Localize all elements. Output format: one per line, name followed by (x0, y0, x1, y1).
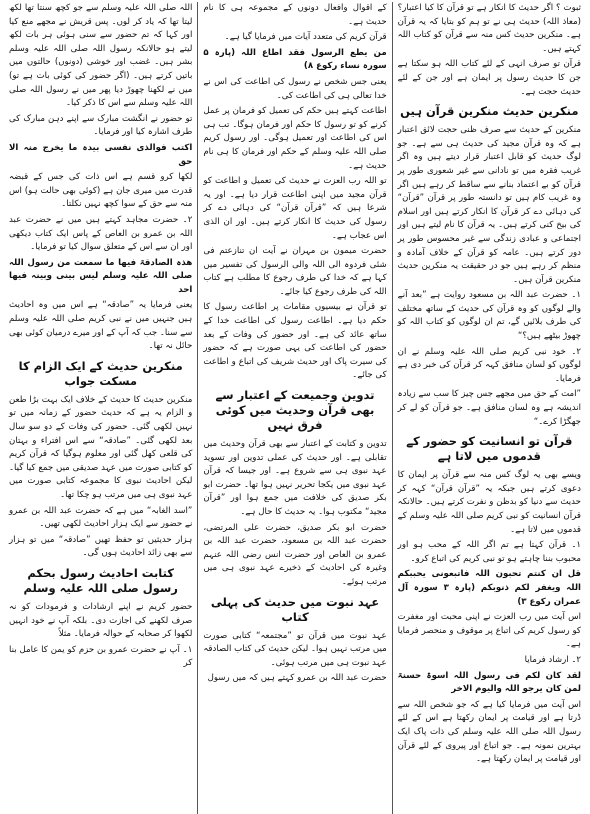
paragraph: یعنی جس شخص نے رسول کی اطاعت کی اس نے خدا تعالی ہی کی اطاعت کی۔ (203, 76, 387, 101)
quoted-verse: ھذہ الصادقۃ فیھا ما سمعت من رسول اللہ صلی اللہ علیہ وسلم لیس بینی وبینہ فیھا احد (9, 257, 193, 295)
section-heading: قرآن تو انسانیت کو حضور کے قدموں میں لاتا ہے (406, 434, 573, 464)
paragraph: ویسے بھی یہ لوگ کس منہ سے قرآن پر ایمان کا دعوی کرتے ہیں جبکہ یہ ”قرآن قرآن“ کہہ کر حدیث سے دنیا کو بدظن و نفرت کرتے ہیں۔ حالانکہ قرآن انسانیت کو نبی کریم صلی اللہ علیہ وسلم کے قدموں میں لاتا ہے۔ (397, 470, 581, 535)
paragraph: ثبوت ؟ اگر حدیث کا انکار ہے تو قرآن کا کیا اعتبار؟ (معاذ اللہ) حدیث ہی نے تو ہم کو بتایا کہ یہ قرآن ہے۔ منکرین حدیث کس منہ سے قرآن کو کتاب اللہ کہتے ہیں۔ (397, 3, 581, 54)
paragraph: اللہ صلی اللہ علیہ وسلم سے جو کچھ سنتا تھا لکھ لیتا تھا کہ یاد کر لوں۔ پس قریش نے مجھے منع کیا اور کہا کہ تم حضور سے سنی ہوئی ہر بات لکھ لیتے ہو حالانکہ رسول اللہ صلی اللہ علیہ وسلم بشر ہیں۔ غضب اور خوشی (دونوں) حالتوں میں باتیں کرتے ہیں۔ (اگر حضور کی کوئی بات ہے تو) میں نے لکھنا چھوڑ دیا پھر میں نے رسول اللہ صلی اللہ علیہ وسلم سے اس کا ذکر کیا۔ (9, 3, 193, 109)
paragraph: ۲۔ حضرت مجاہد کہتے ہیں میں نے حضرت عبد اللہ بن عمرو بن العاص کے پاس ایک کتاب دیکھی اور ان سے اس کے متعلق سوال کیا تو فرمایا۔ (9, 214, 193, 253)
paragraph: ۱۔ آپ نے حضرت عمرو بن حزم کو یمن کا عامل بنا کر (9, 644, 193, 669)
section-heading: منکرین حدیث منکرین قرآن ہیں (400, 104, 579, 119)
paragraph: ۲۔ خود نبی کریم صلی اللہ علیہ وسلم نے ان لوگوں کو لسان منافق کہہ کر قرآن کی خبر دی ہے فرمایا۔ (397, 346, 581, 384)
paragraph: اطاعت کہتے ہیں حکم کی تعمیل کو فرمان پر عمل کرنے کو تو رسول کا حکم اور فرمان ہوگا۔ تب ہی اس کی اطاعت اور تعمیل ہوگی۔ اور رسول کریم صلی اللہ علیہ وسلم کے حکم اور فرمان کا ہی نام حدیث ہے۔ (203, 106, 387, 171)
quoted-verse: قل ان کنتم تحبون اللہ فاتبعونی یحببکم اللہ ویغفر لکم ذنوبکم (پارہ ۳ سورہ آل عمران رکوع ۳) (397, 569, 581, 607)
paragraph: حضور کریم نے اپنے ارشادات و فرمودات کو نہ صرف لکھنے کی اجازت دی۔ بلکہ آپ نے خود انہیں لکھوا کر صحابہ کے حوالہ فرمایا۔ مثلاً (9, 601, 193, 640)
paragraph: ۱۔ قرآن کہتا ہے تم اگر اللہ کے محب ہو اور محبوب بننا چاہتے ہو تو نبی کریم کی اتباع کرو۔ (397, 540, 581, 564)
paragraph: تدوین و کتابت کے اعتبار سے بھی قرآن وحدیث میں تقابلی ہے۔ اور حدیث کی عملی تدوین اور تسوید عہد نبوی ہی سے شروع ہے۔ اور جیسا کہ قرآن عہد نبوی میں یکجا تحریر نہیں ہوا تھا۔ حضرت ابو بکر صدیق کی خلافت میں جمع ہوا اور ”قرآن مجید“ مکتوب ہوا۔ یہ حدیث کا حال ہے۔ (203, 439, 387, 517)
paragraph: ہزار حدیثیں تو حفظ تھیں ”صادقہ“ میں تو ہزار سے بھی زائد احادیث ہوں گی۔ (9, 534, 193, 559)
text-columns (4, 2, 586, 814)
paragraph: تو اللہ رب العزت نے حدیث کی تعمیل و اطاعت کو قرآن مجید میں اپنی اطاعت قرار دیا ہے۔ اور یہ شرعا ہیں کہ ”قرآن قرآن“ کی دہائی دے کر رسول کی حدیث کا انکار کرتے ہیں۔ اور ان الذی اس عجاب ہے۔ (203, 176, 387, 241)
paragraph: حضرت میمون بن مہران نے آیت ان تنازعتم فی شئی فردوہ الی اللہ والی الرسول کی تفسیر میں کہا ہے کہ خدا کی طرف رجوع کا مطلب ہے کتاب اللہ کی طرف رجوع کیا جائے۔ (203, 246, 387, 297)
column-middle (198, 2, 392, 814)
paragraph: اس آیت میں فرمایا کیا ہے کہ جو شخص اللہ سے ڈرتا ہے اور قیامت پر ایمان رکھتا ہے اس کے لئے رسول اللہ صلی اللہ علیہ وسلم کی ذات پاک ایک بہترین نمونہ ہے۔ جو اتباع اور پیروی کے لئے قرآن اور قیامت پر ایمان رکھتا ہے۔ (397, 699, 581, 765)
column-left (4, 2, 198, 814)
section-heading: کتابت احادیث رسول بحکم رسول صلی اللہ علیہ وسلم (23, 565, 178, 595)
paragraph: ۱۔ حضرت عبد اللہ بن مسعود روایت ہے ”بعد آنے والے لوگوں کو وہ قرآن کی حدیث کے ساتھ مختلف کی طرف بلائیں گے، تم ان لوگوں کو کتاب اللہ کو چھوڑ بیٹھے ہیں؟“ (397, 290, 581, 342)
paragraph: یعنی فرمایا یہ ”صادقہ“ ہے اس میں وہ احادیث ہیں جنہیں میں نے نبی کریم صلی اللہ علیہ وسلم سے سنا۔ جب کہ آپ کے اور میرے درمیان کوئی بھی حائل نہ تھا۔ (9, 300, 193, 352)
section-heading: تدوین وجمیعت کے اعتبار سے بھی قرآن وحدیث میں کوئی فرق نہیں (215, 388, 375, 433)
paragraph: منکرین حدیث کا حدیث کے خلاف ایک بہت بڑا طعن و الزام یہ ہے کہ حدیث حضور کے زمانہ میں تو نہیں لکھی گئی۔ حضور کی وفات کے دو سو سال بعد لکھی گئی۔ ”صادقہ“ سے اس افتراء و بہتان کی قلعی کھل گئی اور معلوم ہوگیا کہ قرآن کریم کو کتابی صورت میں عہد صدیقی میں جمع کیا گیا۔ لیکن احادیث نبوی کا مجموعہ کتابی صورت میں عہد نبوی ہی میں مرتب ہو چکا تھا۔ (9, 394, 193, 500)
paragraph: قرآن کریم کی متعدد آیات میں فرمایا گیا ہے۔ (224, 32, 387, 43)
section-heading: عہد نبوت میں حدیث کی پہلی کتاب (210, 594, 380, 624)
paragraph: ”امت کے حق میں مجھے جس چیز کا سب سے زیادہ اندیشہ ہے وہ لسان منافق ہے۔ جو قرآن کو لے کر جھگڑا کرے۔“ (397, 389, 581, 427)
paragraph: ۲۔ ارشاد فرمایا (524, 654, 581, 665)
column-right (393, 2, 586, 814)
paragraph: تو قرآن نے بیسیوں مقامات پر اطاعت رسول کا حکم دیا ہے۔ اطاعت رسول کی اطاعت خدا کے ساتھ عائد کی ہے۔ اور حضور کی وفات کے بعد حضور کی اطاعت کی یہی صورت ہے کہ حضور کی سیرت پاک اور حدیث شریف کی اتباع و اطاعت کی جائے۔ (203, 302, 387, 381)
quoted-verse: لقد کان لکم فی رسول اللہ اسوۃ حسنۃ لمن کان یرجو اللہ والیوم الاخر (397, 670, 581, 695)
paragraph: اس آیت میں رب العزت نے اپنی محبت اور مغفرت کو رسول کریم کی اتباع پر موقوف و منحصر فرمایا ہے۔ (397, 612, 581, 650)
paragraph: قرآن تو صرف انہی کے لئے کتاب اللہ ہو سکتا ہے جن کا حدیث رسول پر ایمان ہے اور جن کے لئے حدیث حجت ہے۔ (397, 59, 581, 97)
paragraph: تو حضور نے انگشت مبارک سے اپنے دہن مبارک کی طرف اشارہ کیا اور فرمایا۔ (9, 113, 193, 138)
quoted-verse: من یطع الرسول فقد اطاع اللہ (پارہ ۵ سورہ نساء رکوع ۸) (203, 47, 387, 72)
paragraph: حضرت ابو بکر صدیق، حضرت علی المرتضی، حضرت عبد اللہ بن مسعود، حضرت عبد اللہ بن عمرو بن العاص اور حضرت انس رضی اللہ عنہم وغیرہ کی احادیث کے ذخیرے عہد نبوی ہی میں مرتب ہوئے۔ (203, 522, 387, 587)
paragraph: کے اقوال وافعال دونوں کے مجموعہ ہی کا نام حدیث ہے۔ (203, 3, 387, 27)
paragraph: منکرین کے حدیث سے صرف ظنی حجت لائق اعتبار ہے کہ وہ قرآن مجید کی حدیث ہی سے ہے۔ جو لوگ حدیث کو قابل اعتبار قرار دیتے ہیں وہ اگر غریب فقرہ میں تو نادانی سے غیر شعوری طور پر قرآن کو بے اعتماد بنانے سے ساقط کر رہے ہیں اگر وہ غریب کام ہیں تو دانستہ طور پر قرآن ”قرآن“ کی دہائی دے کر قرآن کا انکار کرتے ہیں اور اسلام کی بیخ کنی کرتے ہیں۔ یہ قرآن کا نام لیتے ہیں اور اجتماعی و عبادی زندگی سے غیر محسوس طور پر دور کرتے ہیں۔ عامہ کو قرآن کے خلاف آمادہ و منظم کر رہے ہیں جو در حقیقت یہ منکرین حدیث منکرین قرآن ہیں۔ (397, 125, 581, 285)
paragraph: لکھا کرو قسم ہے اس ذات کی جس کے قبضہ قدرت میں میری جان ہے (کوئی بھی حالت ہو) اس منہ سے حق کے سوا کچھ نہیں نکلتا۔ (9, 172, 193, 210)
section-heading: منکرین حدیث کے ایک الزام کا مسکت جواب (18, 358, 183, 388)
paragraph: عہد نبوت میں قرآن تو ”مجتمعہ“ کتابی صورت میں مرتب نہیں ہوا۔ لیکن حدیث کی کتاب الصادقہ عہد نبوت ہی میں مرتب ہوئی۔ (203, 630, 387, 668)
quoted-verse: اکتب فوالذی نفسی بیدہ ما یخرج منہ الا حق (9, 142, 193, 167)
paragraph: حضرت عبد اللہ بن عمرو کہتے ہیں کہ میں رسول (207, 673, 387, 684)
paragraph: ”اسد الغابہ“ میں ہے کہ حضرت عبد اللہ بن عمرو نے حضور سے ایک ہزار احادیث لکھی تھیں۔ (9, 505, 193, 530)
